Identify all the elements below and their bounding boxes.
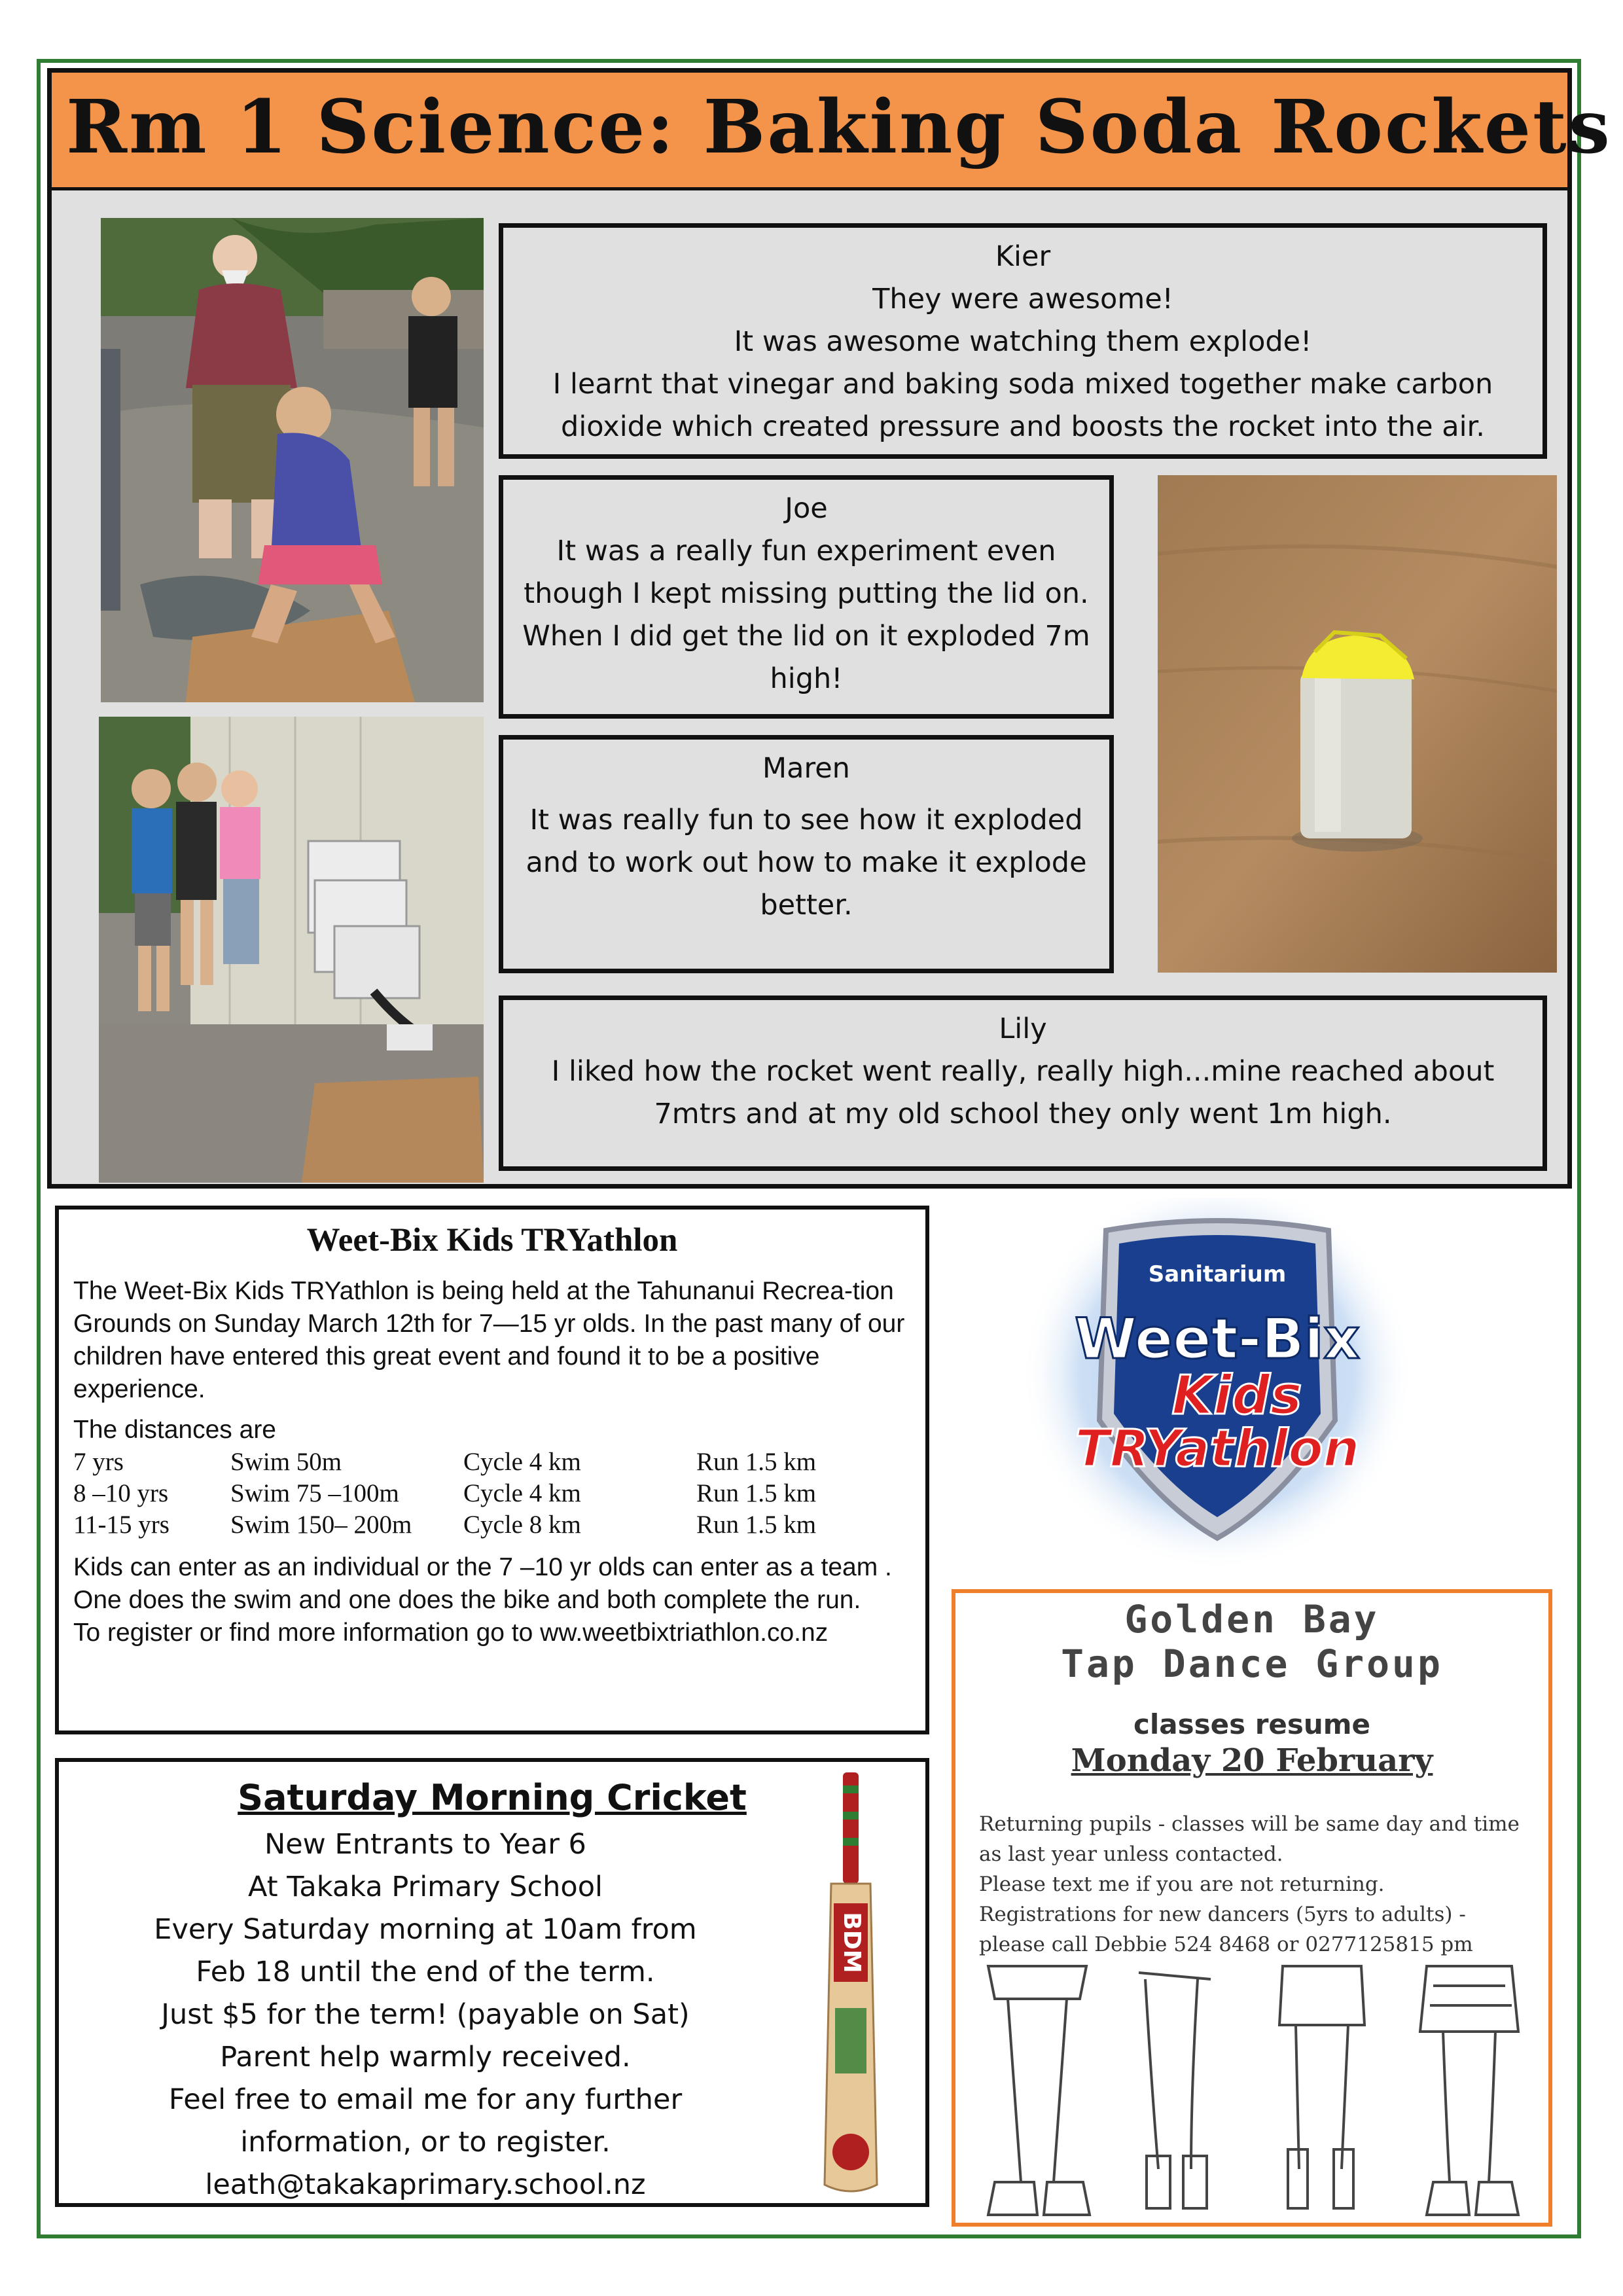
tap-title-line2: Tap Dance Group — [1061, 1641, 1443, 1686]
quote-line: high! — [770, 662, 843, 695]
logo-kids: Kids — [1171, 1365, 1302, 1427]
quote-line: 7mtrs and at my old school they only went 1m high. — [654, 1098, 1392, 1130]
distances-label: The distances are — [73, 1416, 277, 1444]
swim-cell: Swim 150– 200m — [230, 1511, 412, 1539]
quote-box-maren — [499, 735, 1114, 973]
cricket-heading: Saturday Morning Cricket — [238, 1777, 747, 1818]
photo-kids-by-wall — [99, 717, 484, 1183]
quote-box-kier — [499, 223, 1547, 459]
age-cell: 8 –10 yrs — [73, 1479, 169, 1507]
logo-product: Weet-Bix — [1075, 1306, 1360, 1372]
run-cell: Run 1.5 km — [696, 1448, 817, 1476]
table-row — [73, 1478, 816, 1509]
cricket-line: information, or to register. — [240, 2126, 611, 2159]
science-title-bar — [52, 73, 1612, 190]
age-cell: 11-15 yrs — [73, 1511, 169, 1539]
tap-bullet-registrations: Registrations for new dancers (5yrs to adults) - please call Debbie 524 8468 or 0277125815 pm — [979, 1903, 1473, 1956]
cycle-cell: Cycle 8 km — [463, 1511, 581, 1539]
triathlon-box — [55, 1206, 929, 1734]
quote-line: and to work out how to make it explode — [526, 846, 1087, 879]
weetbix-logo — [969, 1198, 1466, 1564]
register-text: To register or find more information go to ww.weetbixtriathlon.co.nz — [73, 1619, 829, 1647]
distances-table — [73, 1446, 816, 1541]
quote-line: It was awesome watching them explode! — [734, 325, 1312, 358]
science-title: Rm 1 Science: Baking Soda Rockets — [66, 84, 1612, 170]
quote-author: Maren — [762, 752, 850, 785]
photo-rocket-canister — [1158, 475, 1557, 973]
tap-info — [965, 1809, 1534, 1960]
science-section — [47, 68, 1612, 1189]
tap-bullet-not-returning: Please text me if you are not returning. — [979, 1873, 1385, 1896]
cycle-cell: Cycle 4 km — [463, 1448, 581, 1476]
cricket-line: Feel free to email me for any further — [168, 2083, 683, 2116]
cycle-cell: Cycle 4 km — [463, 1479, 581, 1507]
swim-cell: Swim 75 –100m — [230, 1479, 399, 1507]
age-cell: 7 yrs — [73, 1448, 124, 1476]
team-text: Kids can enter as an individual or the 7 –10 yr olds can enter as a team . One does the swim and one does the bike and both complete the run. — [73, 1553, 892, 1614]
quote-author: Kier — [995, 240, 1051, 273]
quote-line: When I did get the lid on it exploded 7m — [522, 620, 1090, 653]
cricket-line: Just $5 for the term! (payable on Sat) — [161, 1998, 690, 2031]
quote-line: I liked how the rocket went really, really high...mine reached about — [551, 1055, 1495, 1088]
tap-dance-flyer — [952, 1589, 1552, 2227]
triathlon-heading: Weet-Bix Kids TRYathlon — [306, 1222, 678, 1259]
table-row — [73, 1509, 816, 1541]
cricket-line: Every Saturday morning at 10am from — [154, 1913, 697, 1946]
swim-cell: Swim 50m — [230, 1448, 342, 1476]
logo-brand: Sanitarium — [1148, 1261, 1287, 1287]
cricket-box — [55, 1758, 929, 2207]
quote-line: They were awesome! — [872, 283, 1173, 315]
cricket-line: Parent help warmly received. — [220, 2041, 631, 2073]
cricket-line: At Takaka Primary School — [248, 1871, 603, 1903]
quote-line: better. — [760, 889, 853, 922]
cricket-line: New Entrants to Year 6 — [264, 1828, 586, 1861]
table-row — [73, 1446, 816, 1478]
run-cell: Run 1.5 km — [696, 1479, 817, 1507]
tap-title-line1: Golden Bay — [1124, 1597, 1380, 1641]
quote-box-lily — [499, 996, 1547, 1171]
cricket-details — [59, 1823, 792, 2206]
quote-author: Lily — [999, 1013, 1047, 1045]
run-cell: Run 1.5 km — [696, 1511, 817, 1539]
bat-brand-label: BDM — [838, 1912, 865, 1973]
quote-line: though I kept missing putting the lid on. — [524, 577, 1089, 610]
triathlon-intro: The Weet-Bix Kids TRYathlon is being held at the Tahunanui Recrea-tion Grounds on Sunday March 12th for 7—15 yr olds. In the past many of our children have entered this great event and found it to be a positive experience. — [73, 1277, 905, 1403]
logo-tryathlon: TRYathlon — [1075, 1420, 1360, 1479]
quote-line: I learnt that vinegar and baking soda mixed together make carbon — [552, 368, 1493, 401]
tap-legs-drawing — [975, 1960, 1538, 2221]
photo-rocket-launch-outdoors — [101, 218, 484, 702]
cricket-line: leath@takakaprimary.school.nz — [205, 2168, 646, 2201]
tap-date: Monday 20 February — [1071, 1742, 1433, 1779]
tap-bullet-returning: Returning pupils - classes will be same day and time as last year unless contacted. — [979, 1812, 1520, 1866]
quote-author: Joe — [785, 492, 828, 525]
quote-line: It was really fun to see how it exploded — [529, 804, 1083, 836]
quote-line: It was a really fun experiment even — [556, 535, 1056, 567]
cricket-bat-image — [812, 1772, 890, 2198]
quote-line: dioxide which created pressure and boosts the rocket into the air. — [561, 410, 1485, 443]
tap-classes: classes resume — [1133, 1708, 1371, 1740]
cricket-line: Feb 18 until the end of the term. — [196, 1956, 655, 1988]
quote-box-joe — [499, 475, 1114, 719]
